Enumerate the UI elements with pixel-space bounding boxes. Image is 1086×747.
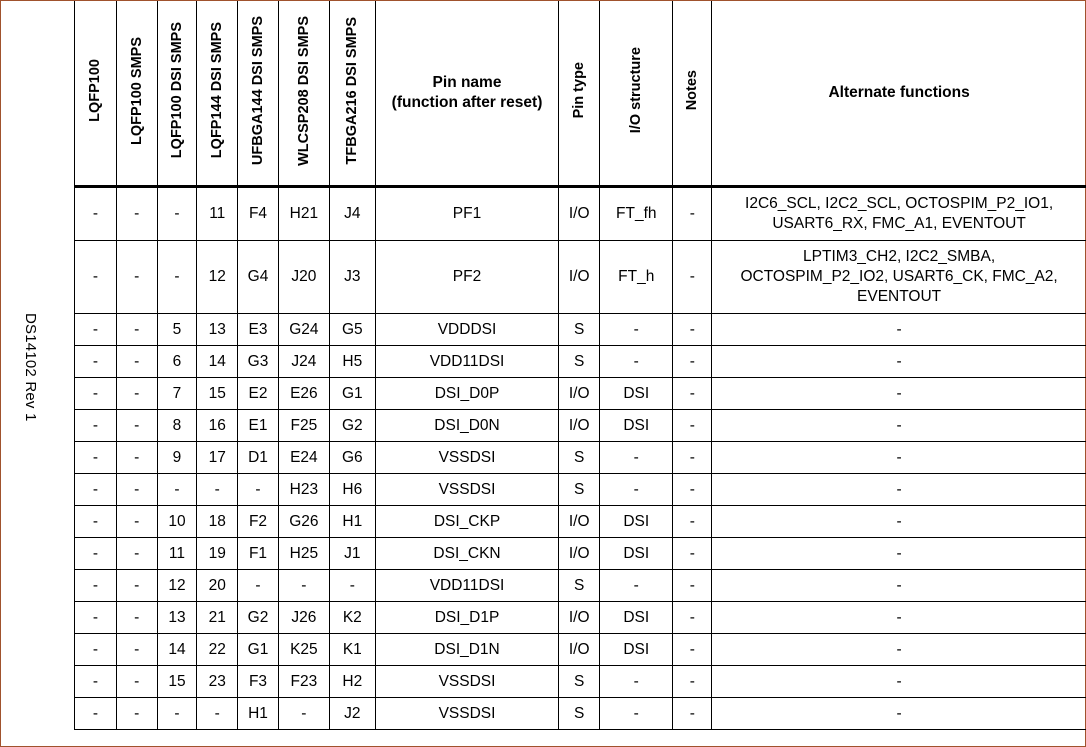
cell-lqfp100-smps: -	[116, 698, 157, 730]
cell-tfbga216-dsi-smps: K2	[329, 602, 375, 634]
cell-lqfp100-dsi-smps: 10	[157, 506, 197, 538]
header-pin-name: Pin name (function after reset)	[375, 1, 559, 187]
cell-pin-type: I/O	[559, 538, 600, 570]
header-wlcsp208-dsi-smps: WLCSP208 DSI SMPS	[278, 1, 329, 187]
cell-ufbga144-dsi-smps: F2	[238, 506, 279, 538]
cell-pin-type: S	[559, 346, 600, 378]
cell-io-structure: -	[600, 314, 673, 346]
table-row	[75, 698, 1086, 730]
cell-lqfp144-dsi-smps: 11	[197, 187, 238, 241]
cell-ufbga144-dsi-smps: E1	[238, 410, 279, 442]
cell-pin-name: PF1	[375, 187, 559, 241]
cell-io-structure: -	[600, 698, 673, 730]
cell-alternate-functions	[712, 241, 1086, 314]
cell-lqfp144-dsi-smps: 19	[197, 538, 238, 570]
cell-notes: -	[673, 346, 712, 378]
cell-tfbga216-dsi-smps: K1	[329, 634, 375, 666]
cell-lqfp100: -	[75, 506, 117, 538]
cell-lqfp100-dsi-smps: 7	[157, 378, 197, 410]
cell-pin-name: VSSDSI	[375, 666, 559, 698]
cell-wlcsp208-dsi-smps: J26	[278, 602, 329, 634]
alternate-function-line: -	[896, 320, 902, 338]
cell-lqfp100: -	[75, 241, 117, 314]
table-row	[75, 442, 1086, 474]
header-alternate-functions: Alternate functions	[712, 1, 1086, 187]
cell-lqfp100: -	[75, 666, 117, 698]
cell-io-structure: -	[600, 346, 673, 378]
cell-tfbga216-dsi-smps: G6	[329, 442, 375, 474]
cell-wlcsp208-dsi-smps: E26	[278, 378, 329, 410]
cell-wlcsp208-dsi-smps: F25	[278, 410, 329, 442]
header-tfbga216-dsi-smps: TFBGA216 DSI SMPS	[329, 1, 375, 187]
cell-notes: -	[673, 187, 712, 241]
cell-lqfp100-dsi-smps: -	[157, 698, 197, 730]
cell-pin-name: DSI_D1N	[375, 634, 559, 666]
cell-lqfp100: -	[75, 570, 117, 602]
cell-lqfp144-dsi-smps: 21	[197, 602, 238, 634]
cell-pin-type: I/O	[559, 187, 600, 241]
alternate-function-line: -	[896, 480, 902, 498]
cell-lqfp144-dsi-smps: 20	[197, 570, 238, 602]
cell-tfbga216-dsi-smps: H6	[329, 474, 375, 506]
table-row	[75, 634, 1086, 666]
cell-ufbga144-dsi-smps: -	[238, 474, 279, 506]
cell-lqfp100-smps: -	[116, 378, 157, 410]
cell-lqfp100-smps: -	[116, 474, 157, 506]
cell-wlcsp208-dsi-smps: E24	[278, 442, 329, 474]
cell-lqfp100: -	[75, 474, 117, 506]
header-io-structure: I/O structure	[600, 1, 673, 187]
cell-ufbga144-dsi-smps: G2	[238, 602, 279, 634]
cell-pin-type: S	[559, 666, 600, 698]
cell-pin-type: I/O	[559, 634, 600, 666]
cell-lqfp100-dsi-smps: 5	[157, 314, 197, 346]
cell-wlcsp208-dsi-smps: H23	[278, 474, 329, 506]
alternate-function-line: -	[896, 640, 902, 658]
cell-ufbga144-dsi-smps: E2	[238, 378, 279, 410]
cell-wlcsp208-dsi-smps: J24	[278, 346, 329, 378]
cell-pin-type: I/O	[559, 378, 600, 410]
cell-alternate-functions	[712, 538, 1086, 570]
table-row	[75, 187, 1086, 241]
cell-tfbga216-dsi-smps: G5	[329, 314, 375, 346]
cell-io-structure: DSI	[600, 506, 673, 538]
cell-pin-name: PF2	[375, 241, 559, 314]
alternate-function-line: -	[896, 576, 902, 594]
cell-wlcsp208-dsi-smps: -	[278, 570, 329, 602]
header-lqfp100-dsi-smps: LQFP100 DSI SMPS	[157, 1, 197, 187]
cell-tfbga216-dsi-smps: -	[329, 570, 375, 602]
table-row	[75, 602, 1086, 634]
cell-lqfp144-dsi-smps: 12	[197, 241, 238, 314]
cell-io-structure: -	[600, 666, 673, 698]
cell-lqfp100-smps: -	[116, 602, 157, 634]
cell-lqfp100: -	[75, 698, 117, 730]
cell-pin-name: VSSDSI	[375, 474, 559, 506]
cell-alternate-functions	[712, 666, 1086, 698]
cell-ufbga144-dsi-smps: F1	[238, 538, 279, 570]
cell-lqfp144-dsi-smps: 14	[197, 346, 238, 378]
cell-wlcsp208-dsi-smps: F23	[278, 666, 329, 698]
cell-pin-type: I/O	[559, 241, 600, 314]
cell-notes: -	[673, 570, 712, 602]
cell-lqfp144-dsi-smps: 13	[197, 314, 238, 346]
cell-pin-name: VSSDSI	[375, 442, 559, 474]
cell-io-structure: DSI	[600, 634, 673, 666]
cell-ufbga144-dsi-smps: D1	[238, 442, 279, 474]
header-row	[75, 1, 1086, 187]
cell-lqfp100-dsi-smps: -	[157, 474, 197, 506]
cell-io-structure: -	[600, 474, 673, 506]
cell-notes: -	[673, 602, 712, 634]
alternate-function-line: -	[896, 544, 902, 562]
cell-io-structure: FT_h	[600, 241, 673, 314]
cell-alternate-functions	[712, 187, 1086, 241]
cell-lqfp100-smps: -	[116, 241, 157, 314]
cell-notes: -	[673, 410, 712, 442]
cell-lqfp100-smps: -	[116, 442, 157, 474]
document-revision-label: DS14102 Rev 1	[22, 313, 39, 422]
cell-alternate-functions	[712, 378, 1086, 410]
cell-lqfp144-dsi-smps: 16	[197, 410, 238, 442]
cell-notes: -	[673, 634, 712, 666]
cell-ufbga144-dsi-smps: F3	[238, 666, 279, 698]
cell-lqfp144-dsi-smps: 23	[197, 666, 238, 698]
cell-tfbga216-dsi-smps: H2	[329, 666, 375, 698]
table-row	[75, 474, 1086, 506]
cell-lqfp144-dsi-smps: 17	[197, 442, 238, 474]
cell-pin-type: I/O	[559, 506, 600, 538]
cell-pin-name: DSI_CKN	[375, 538, 559, 570]
header-lqfp100: LQFP100	[75, 1, 117, 187]
cell-lqfp100-dsi-smps: -	[157, 241, 197, 314]
cell-wlcsp208-dsi-smps: J20	[278, 241, 329, 314]
cell-pin-name: VDD11DSI	[375, 570, 559, 602]
table-row	[75, 506, 1086, 538]
cell-lqfp144-dsi-smps: 18	[197, 506, 238, 538]
cell-io-structure: DSI	[600, 378, 673, 410]
cell-lqfp100-dsi-smps: 8	[157, 410, 197, 442]
cell-pin-type: S	[559, 442, 600, 474]
cell-pin-type: S	[559, 570, 600, 602]
cell-lqfp100-dsi-smps: 14	[157, 634, 197, 666]
header-lqfp100-smps: LQFP100 SMPS	[116, 1, 157, 187]
cell-pin-type: I/O	[559, 410, 600, 442]
alternate-function-line: -	[896, 672, 902, 690]
cell-pin-type: S	[559, 314, 600, 346]
cell-lqfp100-smps: -	[116, 187, 157, 241]
cell-lqfp100-smps: -	[116, 666, 157, 698]
cell-ufbga144-dsi-smps: G4	[238, 241, 279, 314]
cell-io-structure: DSI	[600, 538, 673, 570]
cell-lqfp100-smps: -	[116, 346, 157, 378]
cell-notes: -	[673, 314, 712, 346]
cell-lqfp100-dsi-smps: -	[157, 187, 197, 241]
table-row	[75, 570, 1086, 602]
cell-lqfp144-dsi-smps: -	[197, 698, 238, 730]
pinout-table	[74, 1, 1086, 730]
cell-tfbga216-dsi-smps: J2	[329, 698, 375, 730]
cell-lqfp100-dsi-smps: 15	[157, 666, 197, 698]
cell-wlcsp208-dsi-smps: G26	[278, 506, 329, 538]
alternate-function-line: I2C6_SCL, I2C2_SCL, OCTOSPIM_P2_IO1,	[745, 195, 1054, 212]
cell-io-structure: FT_fh	[600, 187, 673, 241]
cell-pin-name: DSI_D0P	[375, 378, 559, 410]
cell-wlcsp208-dsi-smps: G24	[278, 314, 329, 346]
cell-notes: -	[673, 698, 712, 730]
header-notes: Notes	[673, 1, 712, 187]
cell-notes: -	[673, 506, 712, 538]
cell-lqfp144-dsi-smps: -	[197, 474, 238, 506]
cell-pin-name: DSI_D1P	[375, 602, 559, 634]
cell-lqfp144-dsi-smps: 15	[197, 378, 238, 410]
alternate-function-line: USART6_RX, FMC_A1, EVENTOUT	[772, 215, 1026, 232]
cell-alternate-functions	[712, 346, 1086, 378]
cell-tfbga216-dsi-smps: J4	[329, 187, 375, 241]
cell-alternate-functions	[712, 442, 1086, 474]
cell-lqfp100-smps: -	[116, 410, 157, 442]
cell-pin-name: DSI_CKP	[375, 506, 559, 538]
cell-lqfp100-smps: -	[116, 634, 157, 666]
cell-alternate-functions	[712, 506, 1086, 538]
cell-lqfp100: -	[75, 442, 117, 474]
cell-lqfp100-smps: -	[116, 570, 157, 602]
alternate-function-line: OCTOSPIM_P2_IO2, USART6_CK, FMC_A2,	[740, 268, 1058, 285]
cell-ufbga144-dsi-smps: G3	[238, 346, 279, 378]
table-row	[75, 410, 1086, 442]
cell-ufbga144-dsi-smps: F4	[238, 187, 279, 241]
cell-alternate-functions	[712, 570, 1086, 602]
cell-lqfp100: -	[75, 634, 117, 666]
cell-alternate-functions	[712, 410, 1086, 442]
alternate-function-line: -	[896, 416, 902, 434]
cell-wlcsp208-dsi-smps: -	[278, 698, 329, 730]
alternate-function-line: -	[896, 384, 902, 402]
cell-lqfp100: -	[75, 602, 117, 634]
cell-io-structure: DSI	[600, 602, 673, 634]
alternate-function-line: -	[896, 352, 902, 370]
cell-notes: -	[673, 241, 712, 314]
cell-ufbga144-dsi-smps: H1	[238, 698, 279, 730]
cell-pin-name: DSI_D0N	[375, 410, 559, 442]
cell-lqfp100-dsi-smps: 6	[157, 346, 197, 378]
cell-pin-name: VSSDSI	[375, 698, 559, 730]
cell-alternate-functions	[712, 474, 1086, 506]
table-row	[75, 378, 1086, 410]
header-pin-type: Pin type	[559, 1, 600, 187]
cell-lqfp100-smps: -	[116, 538, 157, 570]
cell-lqfp100-smps: -	[116, 314, 157, 346]
cell-notes: -	[673, 666, 712, 698]
header-ufbga144-dsi-smps: UFBGA144 DSI SMPS	[238, 1, 279, 187]
alternate-function-line: -	[896, 704, 902, 722]
cell-lqfp100-dsi-smps: 11	[157, 538, 197, 570]
cell-tfbga216-dsi-smps: H1	[329, 506, 375, 538]
cell-tfbga216-dsi-smps: J3	[329, 241, 375, 314]
cell-lqfp100: -	[75, 410, 117, 442]
cell-lqfp100: -	[75, 314, 117, 346]
cell-wlcsp208-dsi-smps: K25	[278, 634, 329, 666]
cell-tfbga216-dsi-smps: G2	[329, 410, 375, 442]
cell-lqfp100: -	[75, 538, 117, 570]
cell-wlcsp208-dsi-smps: H21	[278, 187, 329, 241]
pinout-table-container	[74, 1, 1086, 730]
cell-lqfp100: -	[75, 187, 117, 241]
alternate-function-line: -	[896, 448, 902, 466]
cell-pin-type: I/O	[559, 602, 600, 634]
cell-notes: -	[673, 378, 712, 410]
cell-tfbga216-dsi-smps: H5	[329, 346, 375, 378]
cell-lqfp100: -	[75, 346, 117, 378]
table-row	[75, 314, 1086, 346]
cell-wlcsp208-dsi-smps: H25	[278, 538, 329, 570]
cell-io-structure: -	[600, 442, 673, 474]
alternate-function-line: LPTIM3_CH2, I2C2_SMBA,	[803, 248, 996, 265]
cell-lqfp100-smps: -	[116, 506, 157, 538]
cell-alternate-functions	[712, 314, 1086, 346]
table-row	[75, 241, 1086, 314]
alternate-function-line: -	[896, 512, 902, 530]
cell-tfbga216-dsi-smps: J1	[329, 538, 375, 570]
cell-pin-type: S	[559, 698, 600, 730]
cell-alternate-functions	[712, 698, 1086, 730]
cell-lqfp100: -	[75, 378, 117, 410]
cell-tfbga216-dsi-smps: G1	[329, 378, 375, 410]
table-row	[75, 346, 1086, 378]
cell-alternate-functions	[712, 602, 1086, 634]
header-lqfp144-dsi-smps: LQFP144 DSI SMPS	[197, 1, 238, 187]
cell-io-structure: DSI	[600, 410, 673, 442]
cell-alternate-functions	[712, 634, 1086, 666]
cell-notes: -	[673, 442, 712, 474]
alternate-function-line: -	[896, 608, 902, 626]
table-row	[75, 538, 1086, 570]
alternate-function-line: EVENTOUT	[857, 288, 942, 305]
pinout-table-body	[75, 187, 1086, 730]
cell-pin-name: VDD11DSI	[375, 346, 559, 378]
cell-lqfp100-dsi-smps: 9	[157, 442, 197, 474]
cell-notes: -	[673, 538, 712, 570]
cell-notes: -	[673, 474, 712, 506]
cell-io-structure: -	[600, 570, 673, 602]
cell-lqfp100-dsi-smps: 12	[157, 570, 197, 602]
cell-lqfp100-dsi-smps: 13	[157, 602, 197, 634]
table-row	[75, 666, 1086, 698]
cell-ufbga144-dsi-smps: E3	[238, 314, 279, 346]
cell-ufbga144-dsi-smps: G1	[238, 634, 279, 666]
cell-ufbga144-dsi-smps: -	[238, 570, 279, 602]
cell-lqfp144-dsi-smps: 22	[197, 634, 238, 666]
cell-pin-name: VDDDSI	[375, 314, 559, 346]
cell-pin-type: S	[559, 474, 600, 506]
